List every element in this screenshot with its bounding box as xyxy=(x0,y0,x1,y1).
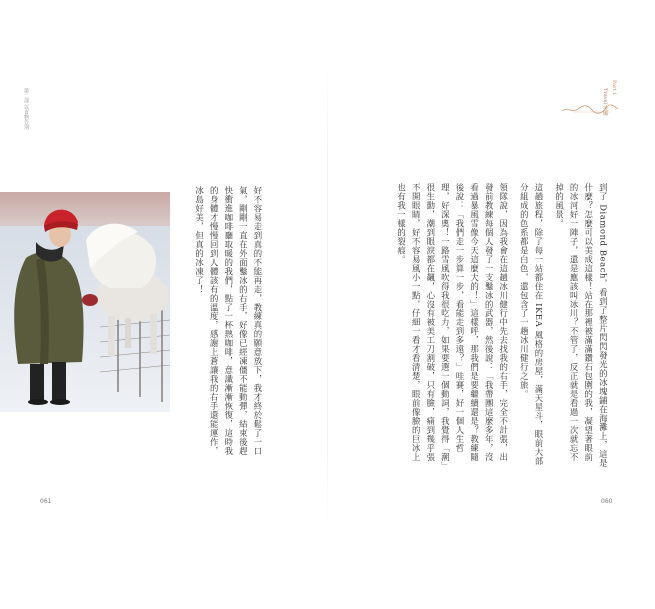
page-number-left: 061 xyxy=(40,498,52,505)
running-head-left: 第二部 以食物告別 xyxy=(23,88,29,130)
paragraph-4: 好不容易走到真的不能再走，教練真的願意放下，我才終於鬆了一口氣，剛剛一直在外面鑿冰的右手，好像已經凍僵不能動彈，結束後趕快衝進咖啡廳取暖的我們，點了一杯熱咖啡，意識漸漸恢復，這時我的身體才慢慢回到人體該有的溫度，感謝上蒼讓我的右手還能運作，冰島好美，但真的冰凍了！ xyxy=(194,186,263,456)
running-head-right: Travel 美國 xyxy=(602,88,608,116)
paragraph-3: 領隊說，因為我會在這趟冰川健行中先去找我的右手，完全不計張，出發前教練每個人發了一支鑿冰的武器，然後說：「我帶團這麼多年，沒看過暴風雪像今天這麼大的！」這樣呼，那我們是要繼續還是？教練隨後說：「我們走一步算一步，看能走到多遠？」哇賽，好一個人生哲理，好深奧！一路雪風吹得我很吃力，如果要選一個動詞，我覺得「潮」很生動，潮到眼淚都在飆，心沒有被美工刀割破，只有臉，痛到幾乎張不開眼睛，好不容易風小一點，仔細一看才看清楚，眼前像臉的巨冰上也有我一樣的裂痕。 xyxy=(396,183,509,467)
right-page-text xyxy=(394,183,610,468)
gutter-shadow xyxy=(327,60,328,530)
paragraph-1: 到了 Diamond Beach，看到了整片閃閃發光的冰塊鋪在海灘上，這是什麼？怎麼可以美成這樣！站在那裡被滿滿鑽石包圍的我，凝望著眼前的冰河好一陣子，還是應該叫冰川？不管了，反正就是看過一次就忘不掉的風景。 xyxy=(554,183,609,468)
paragraph-2: 這趟旅程，除了每一站都住在 IKEA 風格的房屋，滿天星斗，眼前大部分組成的色系都是白色，還包含了一趟冰川健行之旅。 xyxy=(519,183,544,466)
photo-woman-with-horse xyxy=(0,192,170,412)
left-page-text xyxy=(192,186,265,456)
chapter-tag: Part 1 xyxy=(611,80,617,96)
page-number-right: 060 xyxy=(601,498,613,505)
signature-flourish-icon xyxy=(560,102,620,116)
